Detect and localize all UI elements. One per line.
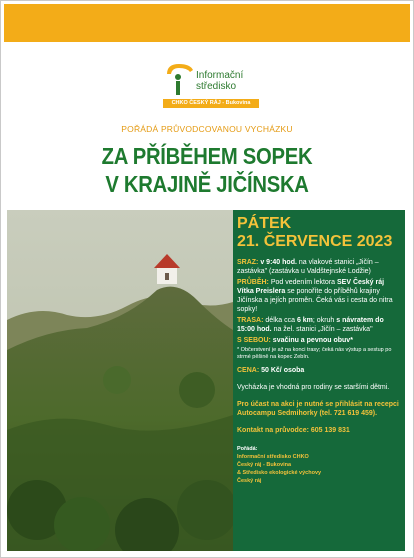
event-date: 21. ČERVENCE 2023: [237, 233, 393, 250]
event-day: PÁTEK: [237, 215, 292, 232]
meeting-place: na vlakové stanici „Jičín – zastávka" (zastávka u Valdštejnské Lodžie): [237, 259, 379, 275]
program-lector: SEV Český ráj Vítka Preislera: [237, 279, 385, 295]
organizer-line: Český ráj: [237, 478, 262, 484]
route-label: TRASA:: [237, 317, 264, 324]
guide-contact: Kontakt na průvodce: 605 139 831: [237, 427, 350, 434]
logo-bar: CHKO ČESKÝ RÁJ - Bukovina: [163, 99, 259, 108]
logo-icon: [163, 60, 197, 98]
meeting-info: [237, 258, 401, 276]
event-info-panel: [233, 210, 405, 551]
hill-photo: [7, 210, 233, 551]
title-line1: ZA PŘÍBĚHEM SOPEK: [101, 143, 313, 169]
price-text: 50 Kč/ osoba: [261, 367, 305, 374]
program-label: PRŮBĚH:: [237, 279, 269, 286]
price-label: CENA:: [237, 367, 260, 374]
meeting-time: v 9:40 hod.: [260, 259, 297, 266]
bring-info: [237, 336, 401, 345]
organizer-heading: Pořádá:: [237, 446, 258, 452]
organizer-line: Informační středisko CHKO: [237, 454, 309, 460]
suitability-text: Vycházka je vhodná pro rodiny se staršími dětmi.: [237, 384, 390, 391]
meeting-label: SRAZ:: [237, 259, 259, 266]
top-banner: [4, 4, 410, 42]
organizer-line: Český ráj - Bukovina: [237, 462, 292, 468]
page-title: [25, 142, 389, 198]
route-text1: délka cca: [265, 317, 295, 324]
price-info: [237, 366, 401, 375]
logo-line1: Informační: [196, 70, 244, 81]
organizer-line: & Středisko ekologické výchovy: [237, 470, 322, 476]
pre-title: POŘÁDÁ PRŮVODCOVANOU VYCHÁZKU: [121, 124, 293, 134]
logo: [163, 60, 259, 110]
program-text2: se ponoříte do příběhů krajiny Jičínska a jejích proměn. Čeká vás i cesta do nitra sopky!: [237, 288, 393, 313]
program-text1: Pod vedením lektora: [270, 279, 336, 286]
route-length: 6 km: [296, 317, 313, 324]
bring-text: svačinu a pevnou obuv*: [272, 337, 353, 344]
route-text3: na žel. stanici „Jičín – zastávka": [273, 326, 373, 333]
route-text2: ; okruh: [312, 317, 335, 324]
route-return: s návratem do 15:00 hod.: [237, 317, 384, 333]
program-info: [237, 278, 401, 314]
route-info: [237, 316, 401, 334]
bring-label: S SEBOU:: [237, 337, 271, 344]
logo-line2: středisko: [196, 81, 237, 92]
title-line2: V KRAJINĚ JIČÍNSKA: [105, 171, 309, 197]
registration-text: Pro účast na akci je nutné se přihlásit na recepci Autocampu Sedmihorky (tel. 721 619 459).: [237, 401, 399, 417]
footnote: * Občerstvení je až na konci trasy; čeká nás výstup a sestup po strmé pěšině na kopec Zebín.: [237, 347, 392, 360]
